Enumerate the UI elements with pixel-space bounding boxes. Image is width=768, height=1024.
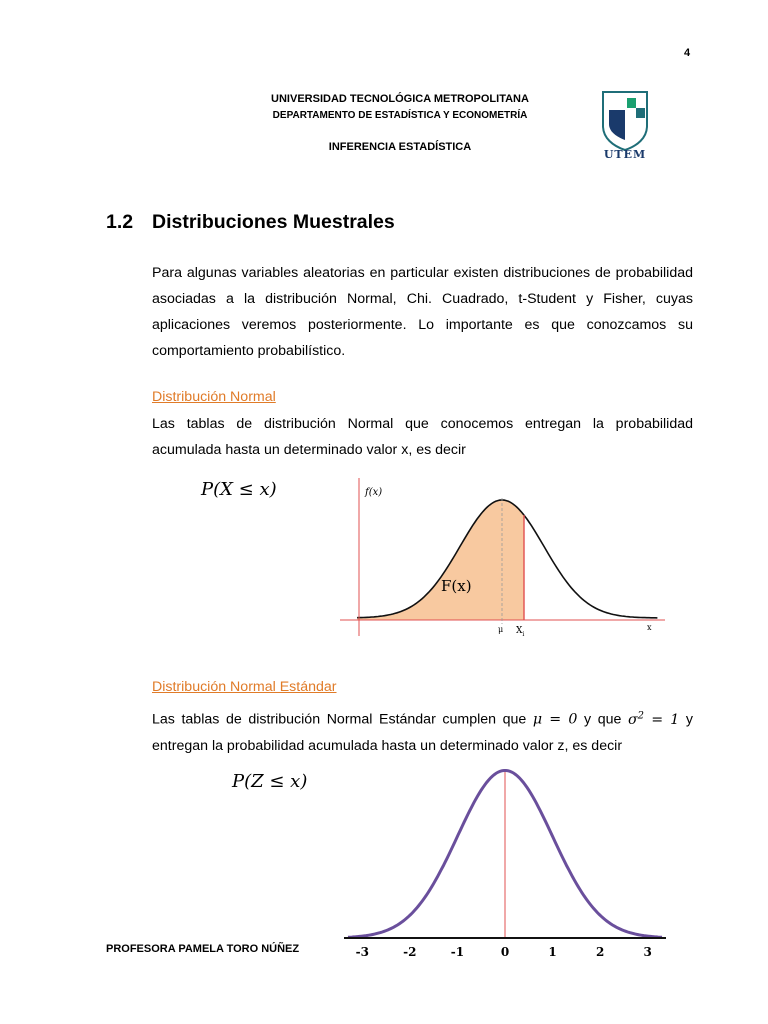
subheading-standard: Distribución Normal Estándar: [152, 679, 337, 695]
page-number: 4: [684, 47, 691, 59]
standard-text-2: y que: [577, 711, 628, 728]
footer-author: PROFESORA PAMELA TORO NÚÑEZ: [106, 943, 300, 955]
sigma-exponent: 2: [637, 710, 645, 721]
x-tick-label-2: -1: [450, 945, 465, 959]
standard-text-1: Las tablas de distribución Normal Estándar cumplen que: [152, 711, 533, 728]
y-label: f(x): [365, 487, 383, 498]
mu-label: μ: [498, 625, 504, 634]
normal-cdf-figure: [340, 478, 670, 638]
header-university: UNIVERSIDAD TECNOLÓGICA METROPOLITANA: [271, 93, 529, 105]
subheading-normal: Distribución Normal: [152, 389, 276, 405]
sigma-expression: [628, 712, 679, 728]
area-label: F(x): [441, 577, 472, 595]
logo-text: UTEM: [603, 148, 647, 160]
xi-label: [516, 626, 524, 638]
standard-paragraph: [152, 703, 693, 759]
utem-logo: [597, 88, 653, 160]
xi-letter: X: [516, 626, 523, 636]
x-tick-label-6: 3: [643, 945, 652, 959]
formula-standard: P(Z ≤ x): [232, 771, 308, 792]
section-number: 1.2: [106, 211, 134, 233]
intro-paragraph: Para algunas variables aleatorias en particular existen distribuciones de probabilidad asociadas a la distribución Normal, Chi. Cuadrado, t-Student y Fisher, cuyas aplicaciones veremos posteriormente. Lo importante es que conozcamos su comportamiento probabilístico.: [152, 265, 693, 359]
header-department: DEPARTAMENTO DE ESTADÍSTICA Y ECONOMETRÍA: [272, 110, 528, 121]
standard-text-3: y entregan la probabilidad acumulada hasta un determinado valor z, es decir: [152, 711, 693, 754]
x-tick-label-1: -2: [403, 945, 417, 959]
xi-subscript: i: [522, 631, 525, 638]
standard-normal-chart: [340, 762, 670, 962]
normal-paragraph: Las tablas de distribución Normal que conocemos entregan la probabilidad acumulada hasta un determinado valor x, es decir: [152, 416, 693, 458]
mu-expression: μ = 0: [532, 711, 578, 728]
sigma-value: = 1: [644, 711, 680, 728]
x-tick-label-3: 0: [500, 945, 510, 959]
section-title-text: Distribuciones Muestrales: [152, 211, 395, 233]
sigma-symbol: σ: [627, 711, 638, 728]
x-label: x: [647, 623, 652, 632]
x-tick-label-4: 1: [548, 945, 557, 959]
x-tick-label-0: -3: [355, 945, 369, 959]
cumulative-area: [357, 500, 524, 620]
x-tick-label-5: 2: [595, 945, 605, 959]
formula-normal: P(X ≤ x): [201, 479, 277, 500]
header-course: INFERENCIA ESTADÍSTICA: [328, 141, 472, 153]
section-title: [106, 211, 395, 234]
